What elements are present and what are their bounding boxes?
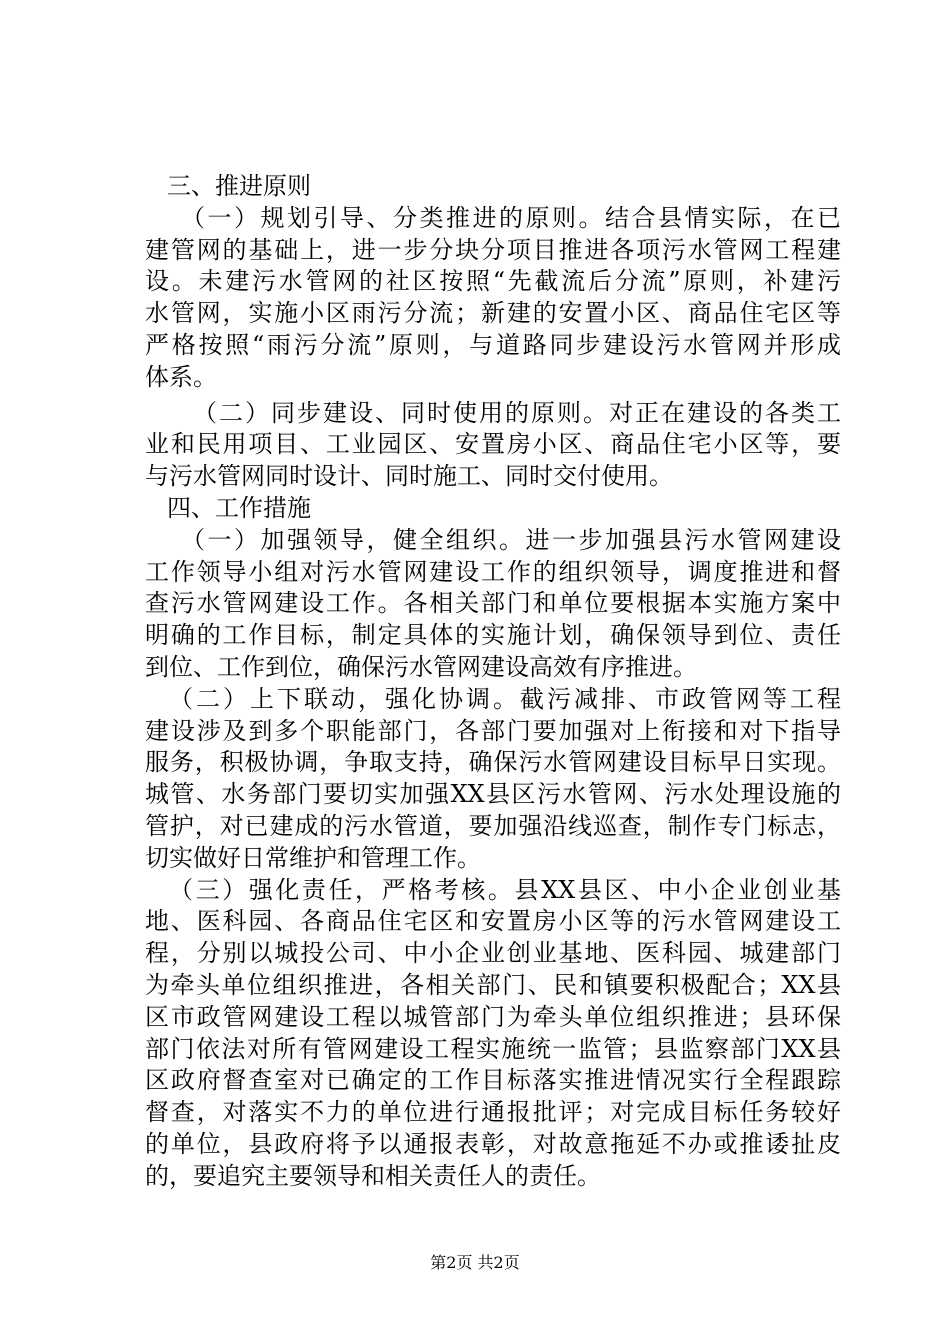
paragraph-line: （一）规划引导、分类推进的原则。结合县情实际，在已	[181, 203, 841, 232]
paragraph-line: 与污水管网同时设计、同时施工、同时交付使用。	[145, 462, 673, 491]
section-heading: 三、推进原则	[167, 172, 311, 200]
section-heading: 四、工作措施	[167, 493, 311, 522]
page-footer: 第2页 共2页	[430, 1253, 520, 1272]
paragraph	[145, 203, 841, 394]
paragraph-line: 明确的工作目标，制定具体的实施计划，确保领导到位、责任	[145, 621, 841, 650]
paragraph-line: 管护，对已建成的污水管道，要加强沿线巡查，制作专门标志，	[145, 811, 841, 840]
paragraph	[145, 875, 841, 1193]
paragraph-line: 严格按照“雨污分流”原则，与道路同步建设污水管网并形成	[145, 330, 841, 359]
paragraph-line: （一）加强领导，健全组织。进一步加强县污水管网建设	[181, 525, 841, 554]
paragraph-line: 工作领导小组对污水管网建设工作的组织领导，调度推进和督	[145, 557, 841, 586]
paragraph-line: 体系。	[145, 362, 217, 391]
paragraph-line: 区政府督查室对已确定的工作目标落实推进情况实行全程跟踪	[145, 1066, 841, 1095]
paragraph-line: 城管、水务部门要切实加强XX县区污水管网、污水处理设施的	[145, 780, 841, 809]
paragraph	[145, 398, 841, 493]
paragraph	[145, 525, 841, 684]
paragraph-line: 建管网的基础上，进一步分块分项目推进各项污水管网工程建	[145, 235, 841, 264]
paragraph-line: （二）同步建设、同时使用的原则。对正在建设的各类工	[193, 398, 841, 427]
paragraph-line: 服务，积极协调，争取支持，确保污水管网建设目标早日实现。	[145, 748, 841, 777]
paragraph-line: 督查，对落实不力的单位进行通报批评；对完成目标任务较好	[145, 1098, 841, 1127]
paragraph-line: 到位、工作到位，确保污水管网建设高效有序推进。	[145, 652, 697, 681]
paragraph-line: （二）上下联动，强化协调。截污减排、市政管网等工程	[169, 684, 841, 713]
paragraph-line: （三）强化责任，严格考核。县XX县区、中小企业创业基	[169, 875, 841, 904]
paragraph-line: 业和民用项目、工业园区、安置房小区、商品住宅小区等，要	[145, 430, 841, 459]
paragraph-line: 水管网，实施小区雨污分流；新建的安置小区、商品住宅区等	[145, 299, 841, 328]
paragraph-line: 设。未建污水管网的社区按照“先截流后分流”原则，补建污	[145, 267, 841, 296]
document-body	[145, 171, 841, 1193]
paragraph-line: 的单位，县政府将予以通报表彰，对故意拖延不办或推诿扯皮	[145, 1129, 841, 1158]
paragraph-line: 的，要追究主要领导和相关责任人的责任。	[145, 1161, 601, 1190]
paragraph-line: 区市政管网建设工程以城管部门为牵头单位组织推进；县环保	[145, 1002, 841, 1031]
paragraph-line: 程，分别以城投公司、中小企业创业基地、医科园、城建部门	[145, 939, 841, 968]
paragraph-line: 建设涉及到多个职能部门，各部门要加强对上衔接和对下指导	[145, 716, 841, 745]
paragraph-line: 切实做好日常维护和管理工作。	[145, 843, 481, 872]
paragraph	[145, 684, 841, 875]
paragraph-line: 地、医科园、各商品住宅区和安置房小区等的污水管网建设工	[145, 907, 841, 936]
paragraph-line: 部门依法对所有管网建设工程实施统一监管；县监察部门XX县	[145, 1034, 841, 1063]
paragraph-line: 为牵头单位组织推进，各相关部门、民和镇要积极配合；XX县	[145, 970, 841, 999]
paragraph-line: 查污水管网建设工作。各相关部门和单位要根据本实施方案中	[145, 589, 841, 618]
